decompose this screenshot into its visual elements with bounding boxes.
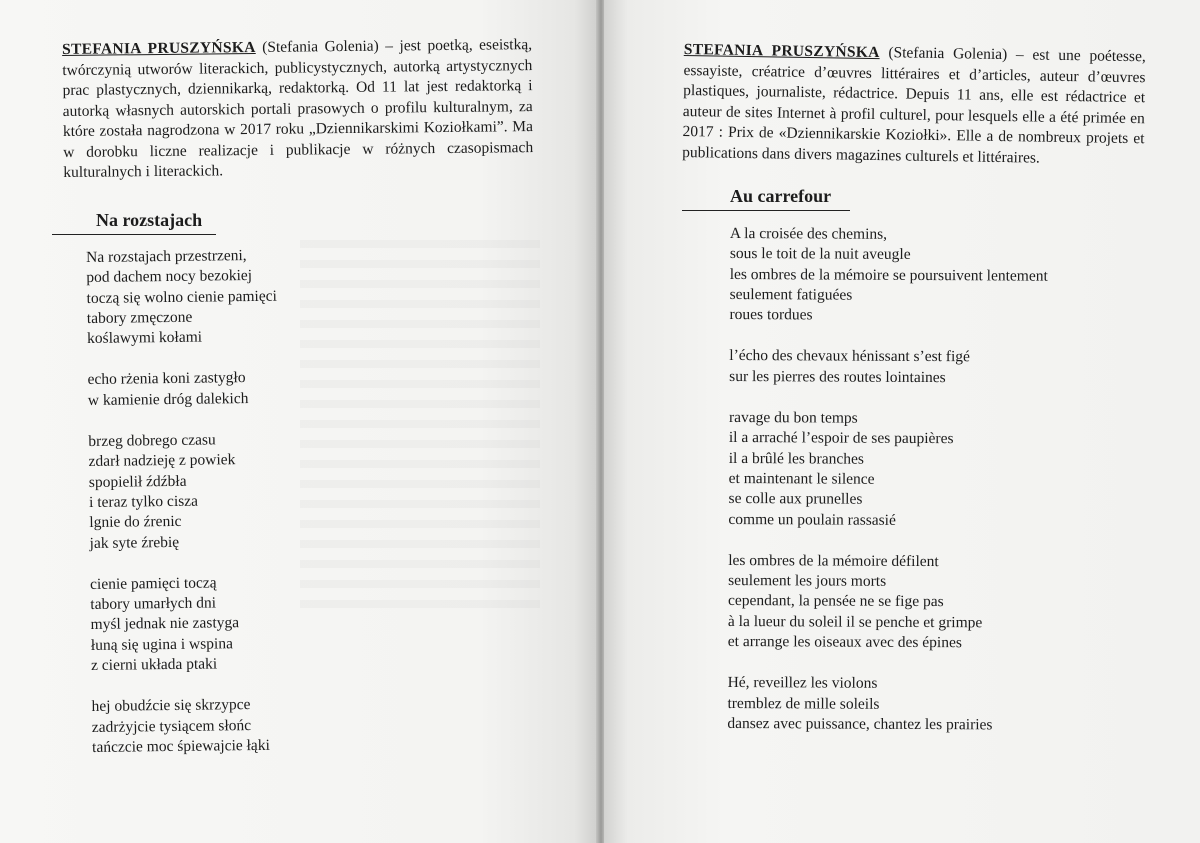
poem-line: z cierni układa ptaki xyxy=(90,655,218,675)
stanza xyxy=(87,366,447,411)
poem-line: cienie pamięci toczą xyxy=(90,574,217,593)
poem-line: zdarł nadzieję z powiek xyxy=(88,451,236,471)
author-name: STEFANIA PRUSZYŃSKA xyxy=(683,40,880,62)
poem-line: zadrżyjcie tysiącem słońc xyxy=(91,716,252,736)
stanza xyxy=(88,428,449,554)
title-underline xyxy=(682,210,850,211)
stanza xyxy=(728,551,1149,655)
poem-line: et maintenant le silence xyxy=(728,469,875,488)
poem-line: myśl jednak nie zastyga xyxy=(90,614,240,634)
poem-line: A la croisée des chemins, xyxy=(729,224,888,243)
stanza xyxy=(728,408,1149,532)
poem-line: roues tordues xyxy=(729,306,813,324)
poem-line: toczą się wolno cienie pamięci xyxy=(86,287,277,307)
poem-line: hej obudźcie się skrzypce xyxy=(91,696,251,716)
poem-line: Hé, reveillez les violons xyxy=(727,674,878,693)
poem-line: tabory zmęczone xyxy=(86,308,193,327)
stanza xyxy=(86,244,447,350)
poem-line: łuną się ugina i wspina xyxy=(90,634,234,654)
poem-line: sur les pierres des routes lointaines xyxy=(729,367,946,386)
poem-title-block xyxy=(52,208,216,235)
stanza xyxy=(90,570,451,676)
poem-line: i teraz tylko cisza xyxy=(89,492,199,511)
poem-line: pod dachem nocy bezokiej xyxy=(86,267,253,287)
author-bio-french xyxy=(682,40,1146,170)
poem-line: Na rozstajach przestrzeni, xyxy=(86,247,247,266)
poem-polish xyxy=(86,244,452,780)
stanza xyxy=(729,224,1150,328)
poem-line: comme un poulain rassasié xyxy=(728,510,896,529)
poem-line: les ombres de la mémoire se poursuivent lentement xyxy=(729,265,1048,285)
poem-line: tabory umarłych dni xyxy=(90,594,217,614)
poem-line: à la lueur du soleil il se penche et grimpe xyxy=(727,612,983,632)
author-name: STEFANIA PRUSZYŃSKA xyxy=(62,38,256,58)
poem-line: sous le toit de la nuit aveugle xyxy=(729,245,911,264)
poem-line: tremblez de mille soleils xyxy=(727,694,880,713)
poem-line: koślawymi kołami xyxy=(87,328,203,348)
poem-line: il a brûlé les branches xyxy=(728,449,864,468)
left-page xyxy=(0,0,598,843)
poem-line: les ombres de la mémoire défilent xyxy=(728,551,939,570)
poem-line: ravage du bon temps xyxy=(728,409,858,427)
bio-text: (Stefania Golenia) – est une poétesse, essayiste, créatrice d’œuvres littéraires et d’articles, auteur d’œuvres plastiques, journaliste, rédactrice. Depuis 11 ans, elle est rédactrice et auteur de sites Internet à profil culturel, pour lesquels elle a été primée en 2017 : Prix de «Dziennikarskie Koziołki». Elle a de nombreux projets et publications dans divers magazines culturels et littéraires. xyxy=(682,44,1146,167)
poem-line: brzeg dobrego czasu xyxy=(88,431,216,451)
stanza xyxy=(729,346,1149,389)
stanza xyxy=(91,693,452,758)
poem-french xyxy=(727,224,1150,757)
poem-line: w kamienie dróg dalekich xyxy=(87,389,249,409)
poem-line: il a arraché l’espoir de ses paupières xyxy=(728,429,954,448)
poem-line: et arrange les oiseaux avec des épines xyxy=(727,633,962,652)
poem-line: se colle aux prunelles xyxy=(728,490,863,508)
poem-title-block xyxy=(682,184,850,211)
title-underline xyxy=(52,234,216,235)
poem-line: tańczcie moc śpiewajcie łąki xyxy=(91,736,270,756)
poem-line: seulement les jours morts xyxy=(728,572,887,590)
poem-title: Au carrefour xyxy=(730,186,832,206)
stanza xyxy=(727,673,1147,736)
poem-line: spopielił źdźbła xyxy=(88,472,187,491)
poem-line: cependant, la pensée ne se fige pas xyxy=(727,592,944,611)
poem-line: seulement fatiguées xyxy=(729,285,853,304)
poem-line: echo rżenia koni zastygło xyxy=(87,369,246,389)
poem-line: l’écho des chevaux hénissant s’est figé xyxy=(729,347,970,366)
poem-line: jak syte źrebię xyxy=(89,533,180,552)
bio-text: (Stefania Golenia) – jest poetką, eseistką, twórczynią utworów literackich, publicystycznych, autorką artystycznych prac plastycznych, dziennikarką, redaktorką. Od 11 lat jest redaktorką i autorką własnych autorskich portali prasowych o profilu kulturalnym, za które została nagrodzona w 2017 roku „Dziennikarskimi Koziołkami”. Ma w dorobku liczne realizacje i publikacje w różnych czasopismach kulturalnych i literackich. xyxy=(62,36,534,181)
poem-title: Na rozstajach xyxy=(96,210,203,230)
author-bio-polish xyxy=(62,35,533,183)
poem-line: dansez avec puissance, chantez les prairies xyxy=(727,714,993,734)
poem-line: lgnie do źrenic xyxy=(89,513,182,532)
